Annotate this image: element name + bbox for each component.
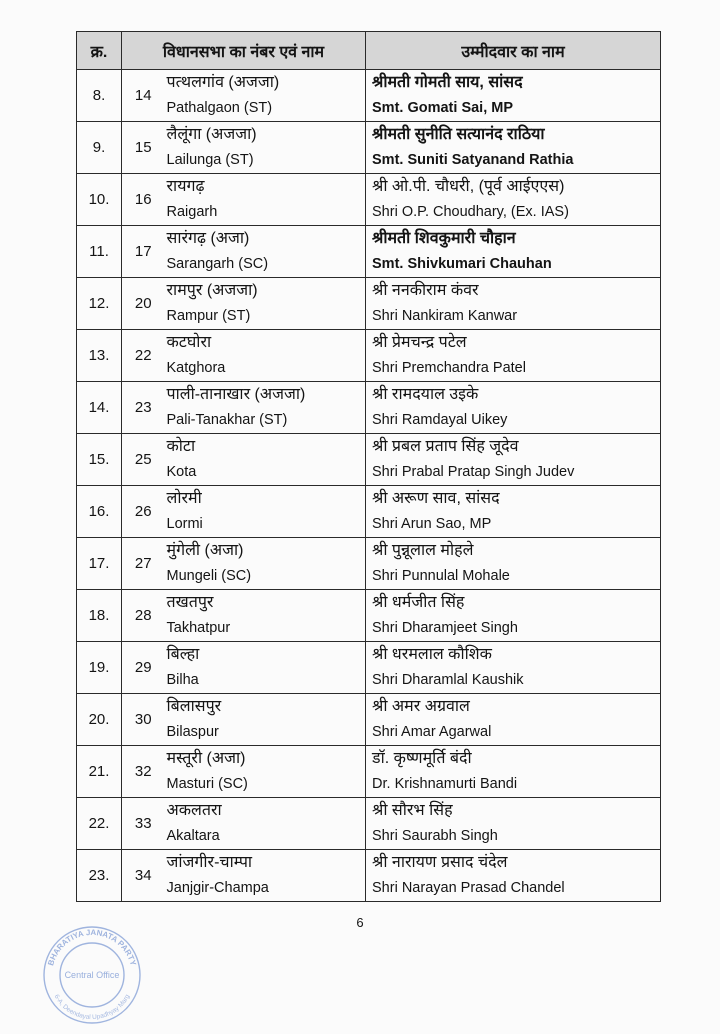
- candidate-name: [366, 434, 661, 486]
- table-row: [77, 226, 661, 278]
- table-row: [77, 798, 661, 850]
- candidate-name-hindi: श्री नारायण प्रसाद चंदेल: [372, 854, 508, 871]
- candidate-name-hindi: श्री धर्मजीत सिंह: [372, 594, 465, 611]
- candidate-name: [366, 642, 661, 694]
- constituency-number: 17: [122, 226, 165, 278]
- serial-cell: 15.: [77, 434, 122, 486]
- candidate-name-hindi: श्री सौरभ सिंह: [372, 802, 453, 819]
- constituency-name-hindi: मुंगेली (अजा): [166, 542, 244, 559]
- constituency-number: 26: [122, 486, 165, 538]
- constituency-name-english: Bilha: [166, 672, 199, 688]
- constituency-name-english: Mungeli (SC): [166, 568, 252, 584]
- candidate-name-hindi: श्रीमती सुनीति सत्यानंद राठिया: [372, 126, 545, 143]
- constituency-name-english: Lormi: [166, 516, 203, 532]
- candidate-name-hindi: श्रीमती गोमती साय, सांसद: [372, 74, 523, 91]
- constituency-number: 16: [122, 174, 165, 226]
- table-row: [77, 174, 661, 226]
- stamp-center-text: Central Office: [64, 970, 120, 980]
- constituency-name-hindi: रायगढ़: [166, 178, 205, 195]
- serial-cell: 10.: [77, 174, 122, 226]
- candidate-name-english: Shri Punnulal Mohale: [372, 568, 510, 584]
- candidate-name-english: Shri Arun Sao, MP: [372, 516, 492, 532]
- serial-cell: 22.: [77, 798, 122, 850]
- constituency-name-hindi: कोटा: [166, 438, 196, 455]
- table-row: [77, 486, 661, 538]
- stamp-top-text: BHARATIYA JANATA PARTY: [46, 927, 138, 967]
- candidate-name-english: Shri Ramdayal Uikey: [372, 412, 508, 428]
- table-row: [77, 278, 661, 330]
- constituency-name-hindi: सारंगढ़ (अजा): [166, 230, 250, 247]
- constituency-number: 14: [122, 70, 165, 122]
- candidate-name-english: Shri Narayan Prasad Chandel: [372, 880, 565, 896]
- serial-cell: 19.: [77, 642, 122, 694]
- constituency-name-english: Sarangarh (SC): [166, 256, 269, 272]
- candidate-name: [366, 538, 661, 590]
- candidate-name: [366, 590, 661, 642]
- candidate-name-english: Shri Prabal Pratap Singh Judev: [372, 464, 575, 480]
- candidate-name-hindi: श्री रामदयाल उइके: [372, 386, 479, 403]
- serial-cell: 11.: [77, 226, 122, 278]
- constituency-name: [165, 174, 366, 226]
- constituency-name-hindi: तखतपुर: [166, 594, 214, 611]
- candidate-name-hindi: श्रीमती शिवकुमारी चौहान: [372, 230, 516, 247]
- constituency-name-hindi: बिलासपुर: [166, 698, 222, 715]
- constituency-name: [165, 278, 366, 330]
- constituency-name: [165, 798, 366, 850]
- page-number: 6: [356, 915, 364, 930]
- constituency-number: 22: [122, 330, 165, 382]
- constituency-number: 34: [122, 850, 165, 902]
- constituency-name: [165, 226, 366, 278]
- constituency-name-english: Rampur (ST): [166, 308, 251, 324]
- constituency-name-hindi: लोरमी: [166, 490, 202, 507]
- candidate-name-hindi: श्री अमर अग्रवाल: [372, 698, 470, 715]
- table-row: [77, 538, 661, 590]
- serial-cell: 14.: [77, 382, 122, 434]
- header-candidate: उम्मीदवार का नाम: [366, 32, 661, 70]
- constituency-name-english: Katghora: [166, 360, 226, 376]
- serial-cell: 20.: [77, 694, 122, 746]
- serial-cell: 8.: [77, 70, 122, 122]
- serial-cell: 9.: [77, 122, 122, 174]
- serial-cell: 16.: [77, 486, 122, 538]
- constituency-number: 32: [122, 746, 165, 798]
- constituency-name-english: Lailunga (ST): [166, 152, 254, 168]
- serial-cell: 17.: [77, 538, 122, 590]
- candidate-name-hindi: श्री अरूण साव, सांसद: [372, 490, 500, 507]
- constituency-number: 30: [122, 694, 165, 746]
- stamp-bottom-text: 6-A, Deendayal Upadhyay Marg: [52, 993, 132, 1022]
- constituency-name: [165, 434, 366, 486]
- constituency-number: 29: [122, 642, 165, 694]
- constituency-name-hindi: मस्तूरी (अजा): [166, 750, 246, 767]
- table-row: [77, 70, 661, 122]
- constituency-name: [165, 382, 366, 434]
- serial-cell: 18.: [77, 590, 122, 642]
- constituency-name-english: Pathalgaon (ST): [166, 100, 273, 116]
- constituency-name-english: Akaltara: [166, 828, 220, 844]
- constituency-name: [165, 746, 366, 798]
- constituency-name: [165, 850, 366, 902]
- candidate-name: [366, 174, 661, 226]
- table-row: [77, 330, 661, 382]
- constituency-name-english: Bilaspur: [166, 724, 219, 740]
- candidate-name-english: Smt. Shivkumari Chauhan: [372, 256, 552, 272]
- constituency-name: [165, 122, 366, 174]
- candidate-name: [366, 70, 661, 122]
- candidate-name-english: Dr. Krishnamurti Bandi: [372, 776, 518, 792]
- candidate-name-english: Smt. Suniti Satyanand Rathia: [372, 152, 574, 168]
- candidate-name: [366, 694, 661, 746]
- constituency-name-hindi: रामपुर (अजजा): [166, 282, 258, 299]
- constituency-name: [165, 538, 366, 590]
- candidate-name-hindi: श्री धरमलाल कौशिक: [372, 646, 492, 663]
- candidate-name-english: Shri Amar Agarwal: [372, 724, 492, 740]
- constituency-name-hindi: कटघोरा: [166, 334, 212, 351]
- candidate-name: [366, 382, 661, 434]
- header-serial: क्र.: [77, 32, 122, 70]
- constituency-name: [165, 642, 366, 694]
- constituency-number: 25: [122, 434, 165, 486]
- candidate-name: [366, 850, 661, 902]
- serial-cell: 23.: [77, 850, 122, 902]
- constituency-name-hindi: बिल्हा: [166, 646, 200, 663]
- table-row: [77, 850, 661, 902]
- constituency-number: 33: [122, 798, 165, 850]
- candidate-name-english: Shri Premchandra Patel: [372, 360, 526, 376]
- constituency-number: 20: [122, 278, 165, 330]
- constituency-name: [165, 486, 366, 538]
- candidate-name: [366, 798, 661, 850]
- constituency-name-hindi: अकलतरा: [166, 802, 222, 819]
- candidate-name-hindi: श्री प्रेमचन्द्र पटेल: [372, 334, 467, 351]
- candidate-name: [366, 278, 661, 330]
- constituency-name-english: Masturi (SC): [166, 776, 248, 792]
- constituency-name: [165, 590, 366, 642]
- table-row: [77, 590, 661, 642]
- candidate-name-hindi: श्री ननकीराम कंवर: [372, 282, 479, 299]
- table-row: [77, 642, 661, 694]
- constituency-name: [165, 70, 366, 122]
- table-row: [77, 122, 661, 174]
- constituency-name-hindi: पत्थलगांव (अजजा): [166, 74, 280, 91]
- candidate-name-english: Shri Dharamjeet Singh: [372, 620, 518, 636]
- table-row: [77, 434, 661, 486]
- constituency-name-hindi: जांजगीर-चाम्पा: [166, 854, 253, 871]
- candidate-name-english: Shri Saurabh Singh: [372, 828, 498, 844]
- candidate-name-hindi: श्री ओ.पी. चौधरी, (पूर्व आईएएस): [372, 178, 565, 195]
- candidate-table: [76, 31, 661, 902]
- serial-cell: 21.: [77, 746, 122, 798]
- candidate-name-english: Shri Dharamlal Kaushik: [372, 672, 524, 688]
- candidate-name: [366, 330, 661, 382]
- candidate-name: [366, 486, 661, 538]
- constituency-name-english: Kota: [166, 464, 197, 480]
- candidate-name-hindi: श्री पुन्नूलाल मोहले: [372, 542, 474, 559]
- constituency-number: 27: [122, 538, 165, 590]
- table-row: [77, 746, 661, 798]
- constituency-name-hindi: लैलूंगा (अजजा): [166, 126, 257, 143]
- serial-cell: 12.: [77, 278, 122, 330]
- constituency-name-english: Janjgir-Champa: [166, 880, 269, 896]
- constituency-name-english: Pali-Tanakhar (ST): [166, 412, 288, 428]
- candidate-name: [366, 226, 661, 278]
- constituency-name-hindi: पाली-तानाखार (अजजा): [166, 386, 306, 403]
- table-row: [77, 382, 661, 434]
- constituency-name-english: Takhatpur: [166, 620, 231, 636]
- candidate-name-english: Shri Nankiram Kanwar: [372, 308, 518, 324]
- constituency-name: [165, 694, 366, 746]
- constituency-number: 28: [122, 590, 165, 642]
- constituency-name: [165, 330, 366, 382]
- constituency-number: 15: [122, 122, 165, 174]
- table-header-row: [77, 32, 661, 70]
- serial-cell: 13.: [77, 330, 122, 382]
- candidate-name-english: Smt. Gomati Sai, MP: [372, 100, 514, 116]
- candidate-name-hindi: डॉ. कृष्णमूर्ति बंदी: [372, 750, 472, 767]
- constituency-number: 23: [122, 382, 165, 434]
- party-office-stamp: [30, 915, 150, 1025]
- constituency-name-english: Raigarh: [166, 204, 218, 220]
- candidate-name-hindi: श्री प्रबल प्रताप सिंह जूदेव: [372, 438, 519, 455]
- header-constituency: विधानसभा का नंबर एवं नाम: [122, 32, 366, 70]
- candidate-name: [366, 746, 661, 798]
- candidate-name-english: Shri O.P. Choudhary, (Ex. IAS): [372, 204, 569, 220]
- table-row: [77, 694, 661, 746]
- candidate-name: [366, 122, 661, 174]
